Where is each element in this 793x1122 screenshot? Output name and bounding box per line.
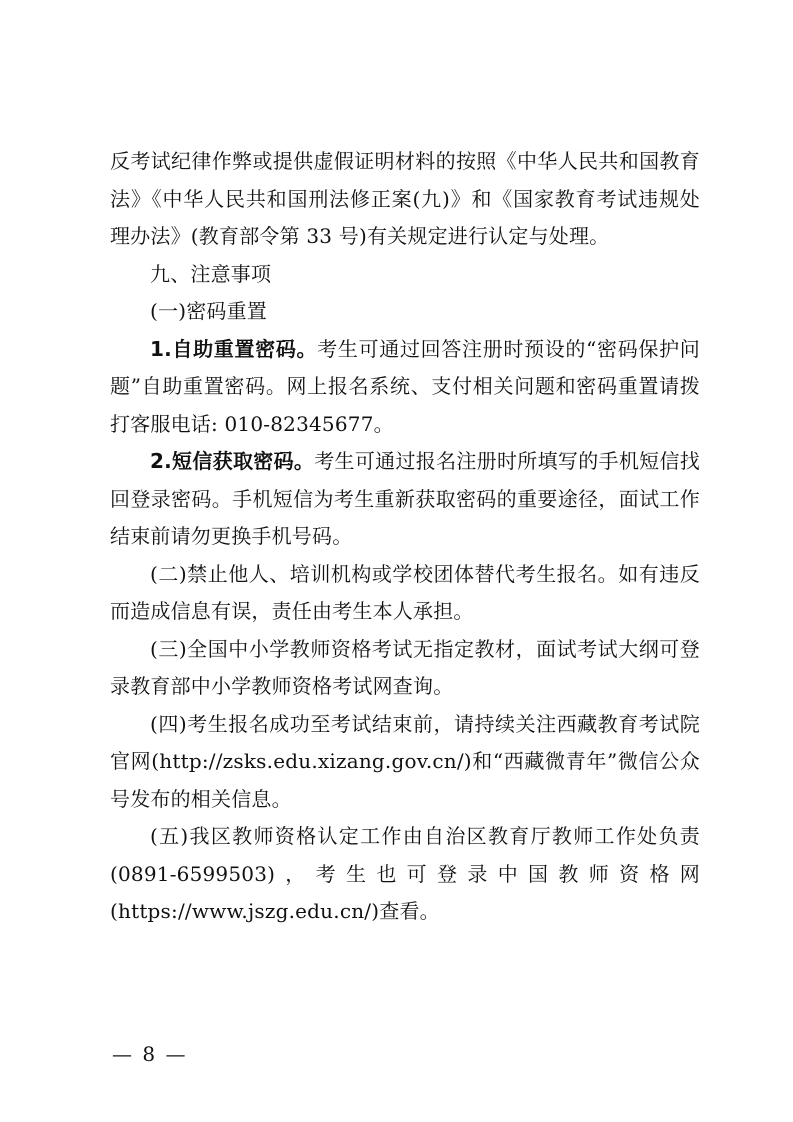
paragraph-certification-contact: (五)我区教师资格认定工作由自治区教育厅教师工作处负责 (0891-6599503)，考生也可登录中国教师资格网(https://www.jszg.edu.cn/)查看。 (110, 824, 700, 923)
item-self-reset-text: 考生可通过回答注册时预设的“密码保护问题”自助重置密码。网上报名系统、支付相关问题和密码重置请拨打客服电话: 010-82345677。 (110, 336, 700, 436)
paragraph-continuation: 反考试纪律作弊或提供虚假证明材料的按照《中华人民共和国教育法》《中华人民共和国刑法修正案(九)》和《国家教育考试违规处理办法》(教育部令第 33 号)有关规定进行认定与处理。 (110, 149, 700, 248)
section-heading: 九、注意事项 (150, 261, 272, 286)
paragraph-no-textbook: (三)全国中小学教师资格考试无指定教材，面试考试大纲可登录教育部中小学教师资格考试网查询。 (110, 636, 700, 698)
document-body (110, 143, 700, 931)
item-sms-reset (110, 443, 700, 556)
paragraph-no-proxy-registration: (二)禁止他人、培训机构或学校团体替代考生报名。如有违反而造成信息有误，责任由考生本人承担。 (110, 561, 700, 623)
item-sms-reset-lead: 2.短信获取密码。 (150, 449, 315, 473)
subsection-heading-password-reset: (一)密码重置 (150, 299, 268, 323)
item-self-reset (110, 331, 700, 444)
item-self-reset-lead: 1.自助重置密码。 (150, 336, 318, 361)
page-number: — 8 — (112, 1042, 188, 1066)
item-sms-reset-text: 考生可通过报名注册时所填写的手机短信找回登录密码。手机短信为考生重新获取密码的重要途径，面试工作结束前请勿更换手机号码。 (110, 449, 700, 548)
paragraph-follow-notices: (四)考生报名成功至考试结束前，请持续关注西藏教育考试院官网(http://zsks.edu.xizang.gov.cn/)和“西藏微青年”微信公众号发布的相关信息。 (110, 711, 700, 811)
